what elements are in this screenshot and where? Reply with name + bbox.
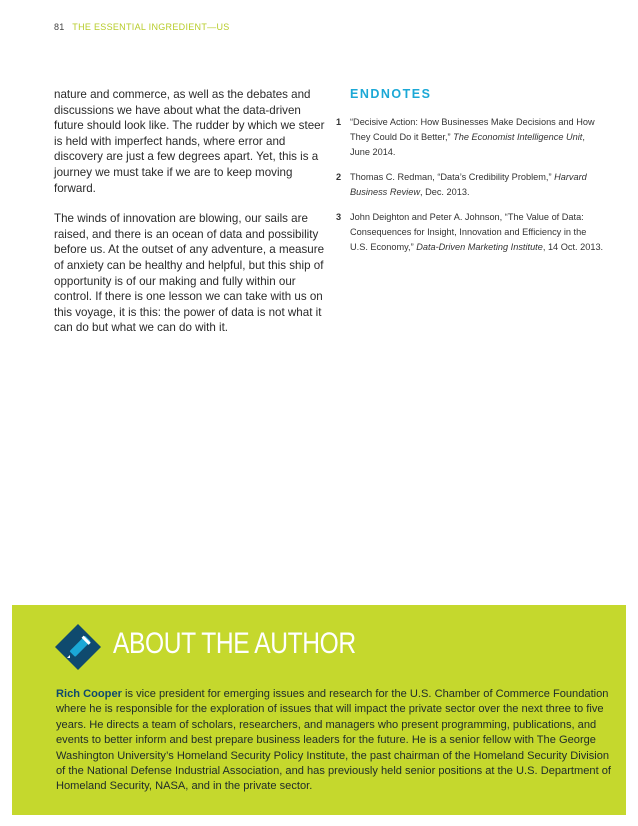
about-author-section xyxy=(12,605,626,815)
endnote-source: Data-Driven Marketing Institute xyxy=(416,242,543,252)
author-name: Rich Cooper xyxy=(56,688,122,700)
author-heading: ABOUT THE AUTHOR xyxy=(113,627,356,660)
endnote-text xyxy=(350,210,606,255)
endnotes-section xyxy=(336,87,606,265)
body-paragraph: nature and commerce, as well as the debates and discussions we have about what the data-driven future should look like. The rudder by which we steer is held with imperfect hands, where error and discovery are just a few degrees apart. Yet, this is a journey we must take if we are to keep moving forward. xyxy=(54,88,325,195)
endnote-citation: Thomas C. Redman, “Data’s Credibility Problem,” xyxy=(350,172,555,182)
endnote-source: Harvard Business Review xyxy=(350,172,587,197)
author-bio xyxy=(56,687,616,795)
endnote-text xyxy=(350,115,606,160)
endnote-text xyxy=(350,170,606,200)
endnote-date: , June 2014. xyxy=(350,132,585,157)
endnote-date: , 14 Oct. 2013. xyxy=(542,242,604,252)
endnote xyxy=(336,115,606,160)
endnote-citation: “Decisive Action: How Businesses Make Decisions and How They Could Do it Better,” xyxy=(350,117,595,142)
endnote-number: 3 xyxy=(336,212,342,222)
endnote-date: , Dec. 2013. xyxy=(419,187,470,197)
running-title: THE ESSENTIAL INGREDIENT—US xyxy=(72,22,230,32)
pencil-icon xyxy=(54,623,102,671)
running-header xyxy=(54,22,230,32)
body-text xyxy=(54,87,328,351)
body-paragraph: The winds of innovation are blowing, our sails are raised, and there is an ocean of data and possibility before us. At the outset of any adventure, a measure of anxiety can be healthy and helpful, but this ship of opportunity is of our making and fully within our control. If there is one lesson we can take with us on this voyage, it is this: the power of data is not what it can do but what we can do with it. xyxy=(54,212,325,335)
page-number: 81 xyxy=(54,22,65,32)
endnote-source: The Economist Intelligence Unit xyxy=(453,132,583,142)
author-bio-text: is vice president for emerging issues and research for the U.S. Chamber of Commerce Foundation where he is responsible for the exploration of issues that will impact the private sector over the next three to five years. He directs a team of scholars, researchers, and managers who present programming, publications, and events to better inform and best prepare business leaders for the future. He is a senior fellow with The George Washington University’s Homeland Security Policy Institute, the past chairman of the Homeland Security Division of the National Defense Industrial Association, and has previously held senior positions at the U.S. Department of Homeland Security, NASA, and in the private sector. xyxy=(56,688,612,793)
endnote-number: 1 xyxy=(336,117,342,127)
endnote-number: 2 xyxy=(336,172,342,182)
endnotes-title: ENDNOTES xyxy=(350,87,432,101)
endnote-citation: John Deighton and Peter A. Johnson, “The Value of Data: Consequences for Insight, Innovation and Efficiency in the U.S. Economy,” xyxy=(350,212,587,252)
endnote xyxy=(336,210,606,255)
endnote xyxy=(336,170,606,200)
